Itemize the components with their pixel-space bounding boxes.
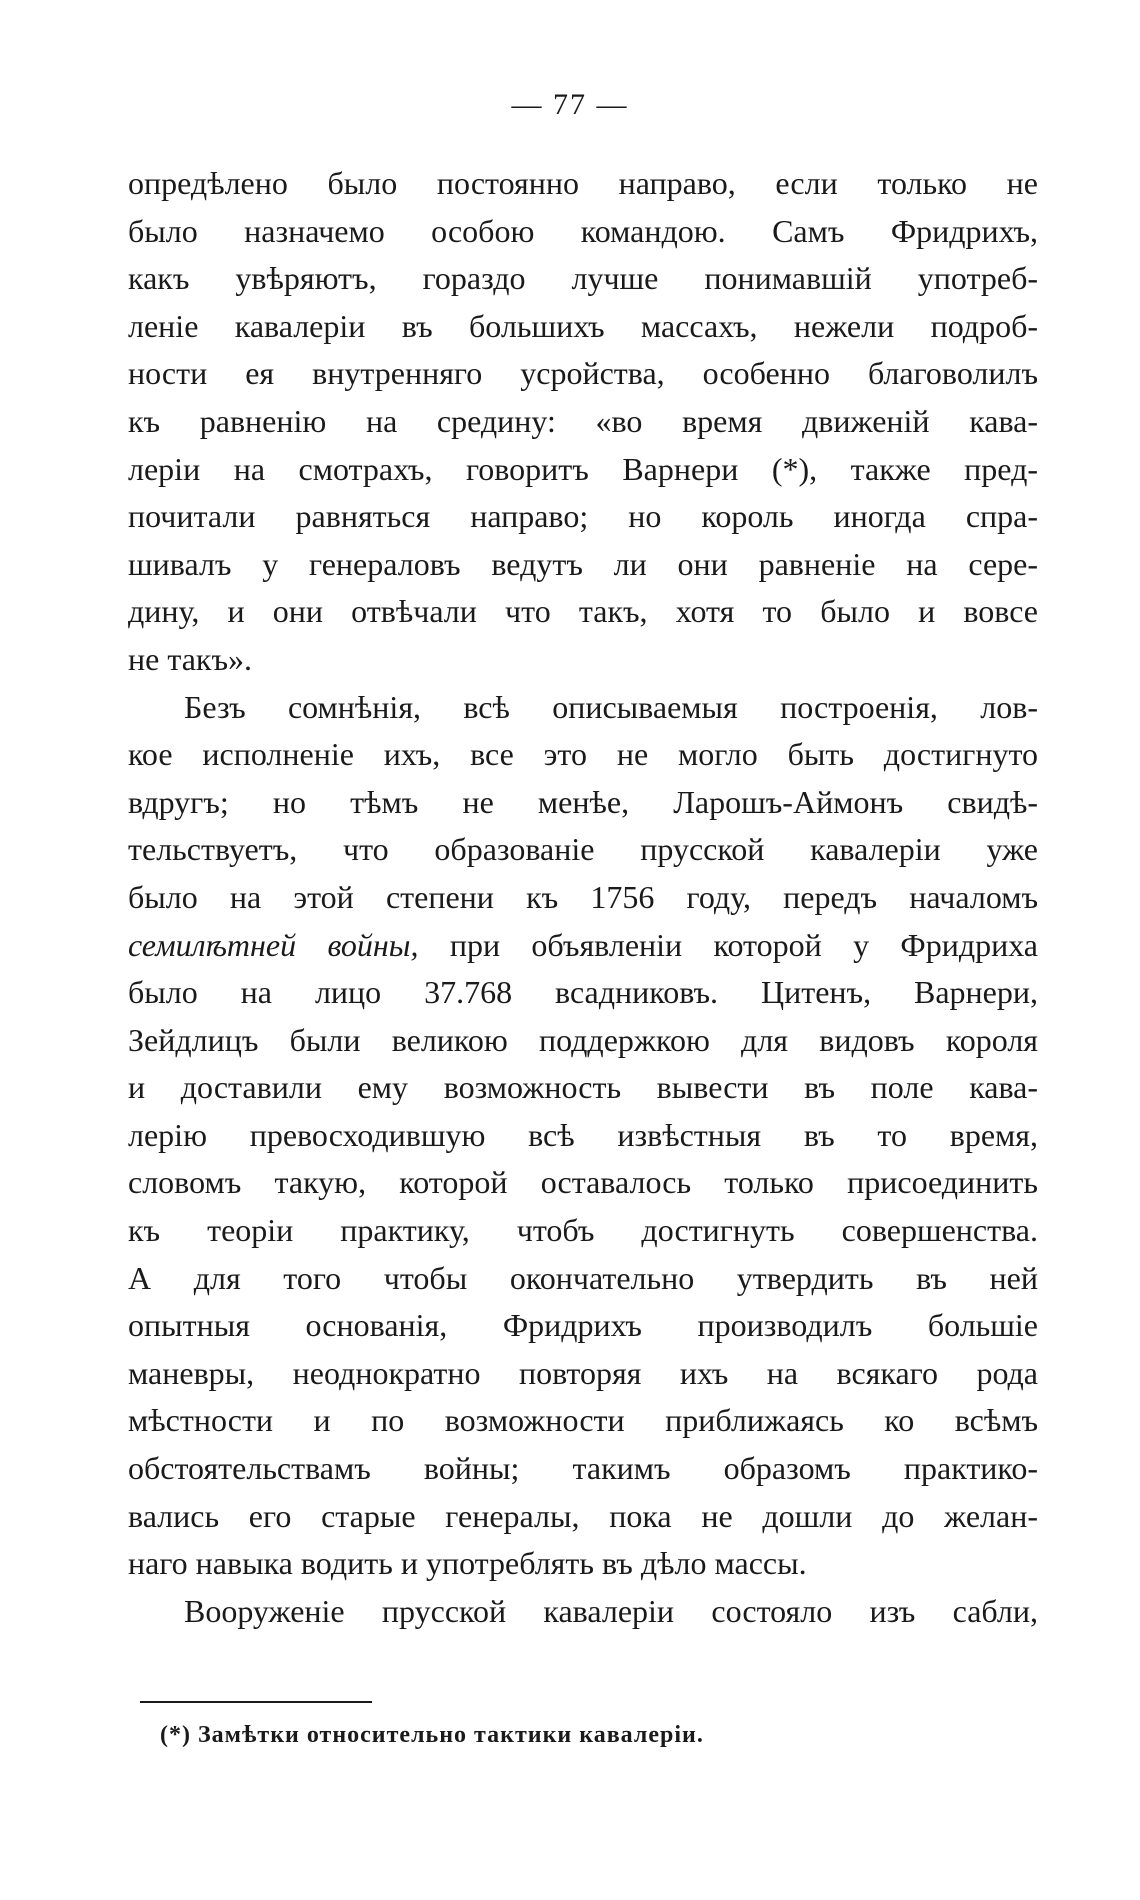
text-line: опытныя основанія, Фридрихъ производилъ большіе xyxy=(128,1307,1038,1344)
text-line: шивалъ у генераловъ ведутъ ли они равненіе на сере- xyxy=(128,545,1038,582)
text-line: леріи на смотрахъ, говоритъ Варнери (*), также пред- xyxy=(128,450,1038,487)
text-line: наго навыка водить и употреблять въ дѣло массы. xyxy=(128,1545,807,1582)
text-line: ности ея внутренняго усройства, особенно благоволилъ xyxy=(128,355,1038,392)
text-line: почитали равняться направо; но король иногда спра- xyxy=(128,498,1038,535)
text-line: къ теоріи практику, чтобъ достигнуть совершенства. xyxy=(128,1212,1038,1249)
text-line: Зейдлицъ были великою поддержкою для видовъ короля xyxy=(128,1021,1038,1058)
text-line: было назначемо особою командою. Самъ Фридрихъ, xyxy=(128,212,1038,249)
text-line: А для того чтобы окончательно утвердить въ ней xyxy=(128,1259,1038,1296)
text-line: леніе кавалеріи въ большихъ массахъ, нежели подроб- xyxy=(128,307,1038,344)
text-line: вались его старые генералы, пока не дошли до желан- xyxy=(128,1497,1038,1534)
text-line: словомъ такую, которой оставалось только присоединить xyxy=(128,1164,1038,1201)
text-line: мѣстности и по возможности приближаясь ко всѣмъ xyxy=(128,1402,1038,1439)
text-line: было на этой степени къ 1756 году, передъ началомъ xyxy=(128,878,1038,915)
text-line: Безъ сомнѣнія, всѣ описываемыя построенія, лов- xyxy=(184,688,1038,725)
text-line: и доставили ему возможность вывести въ поле кава- xyxy=(128,1069,1038,1106)
body-text xyxy=(128,160,1038,1635)
text-line: вдругъ; но тѣмъ не менѣе, Ларошъ-Аймонъ свидѣ- xyxy=(128,783,1038,820)
text-line: не такъ». xyxy=(128,640,252,677)
text-line: обстоятельствамъ войны; такимъ образомъ практико- xyxy=(128,1450,1038,1487)
text-line: лерію превосходившую всѣ извѣстныя въ то время, xyxy=(128,1116,1038,1153)
footnote-divider xyxy=(140,1701,372,1703)
footnote: (*) Замѣтки относительно тактики кавалеріи. xyxy=(160,1722,704,1748)
text-line: тельствуетъ, что образованіе прусской кавалеріи уже xyxy=(128,831,1038,868)
text-line: опредѣлено было постоянно направо, если только не xyxy=(128,165,1038,201)
text-line: дину, и они отвѣчали что такъ, хотя то было и вовсе xyxy=(128,593,1038,630)
text-line: было на лицо 37.768 всадниковъ. Цитенъ, Варнери, xyxy=(128,974,1038,1011)
text-line: къ равненію на средину: «во время движеній кава- xyxy=(128,402,1038,439)
text-line: кое исполненіе ихъ, все это не могло быть достигнуто xyxy=(128,736,1038,773)
text-segment: при объявленіи которой у Фридриха xyxy=(418,926,1038,963)
italic-phrase: семилѣтней войны, xyxy=(128,926,419,963)
text-line: маневры, неоднократно повторяя ихъ на всякаго рода xyxy=(128,1354,1038,1391)
text-line: Вооруженіе прусской кавалеріи состояло изъ сабли, xyxy=(184,1592,1038,1629)
text-line-mixed xyxy=(128,922,1038,970)
page-number: — 77 — xyxy=(511,88,629,121)
text-line: какъ увѣряютъ, гораздо лучше понимавшій употреб- xyxy=(128,260,1038,297)
